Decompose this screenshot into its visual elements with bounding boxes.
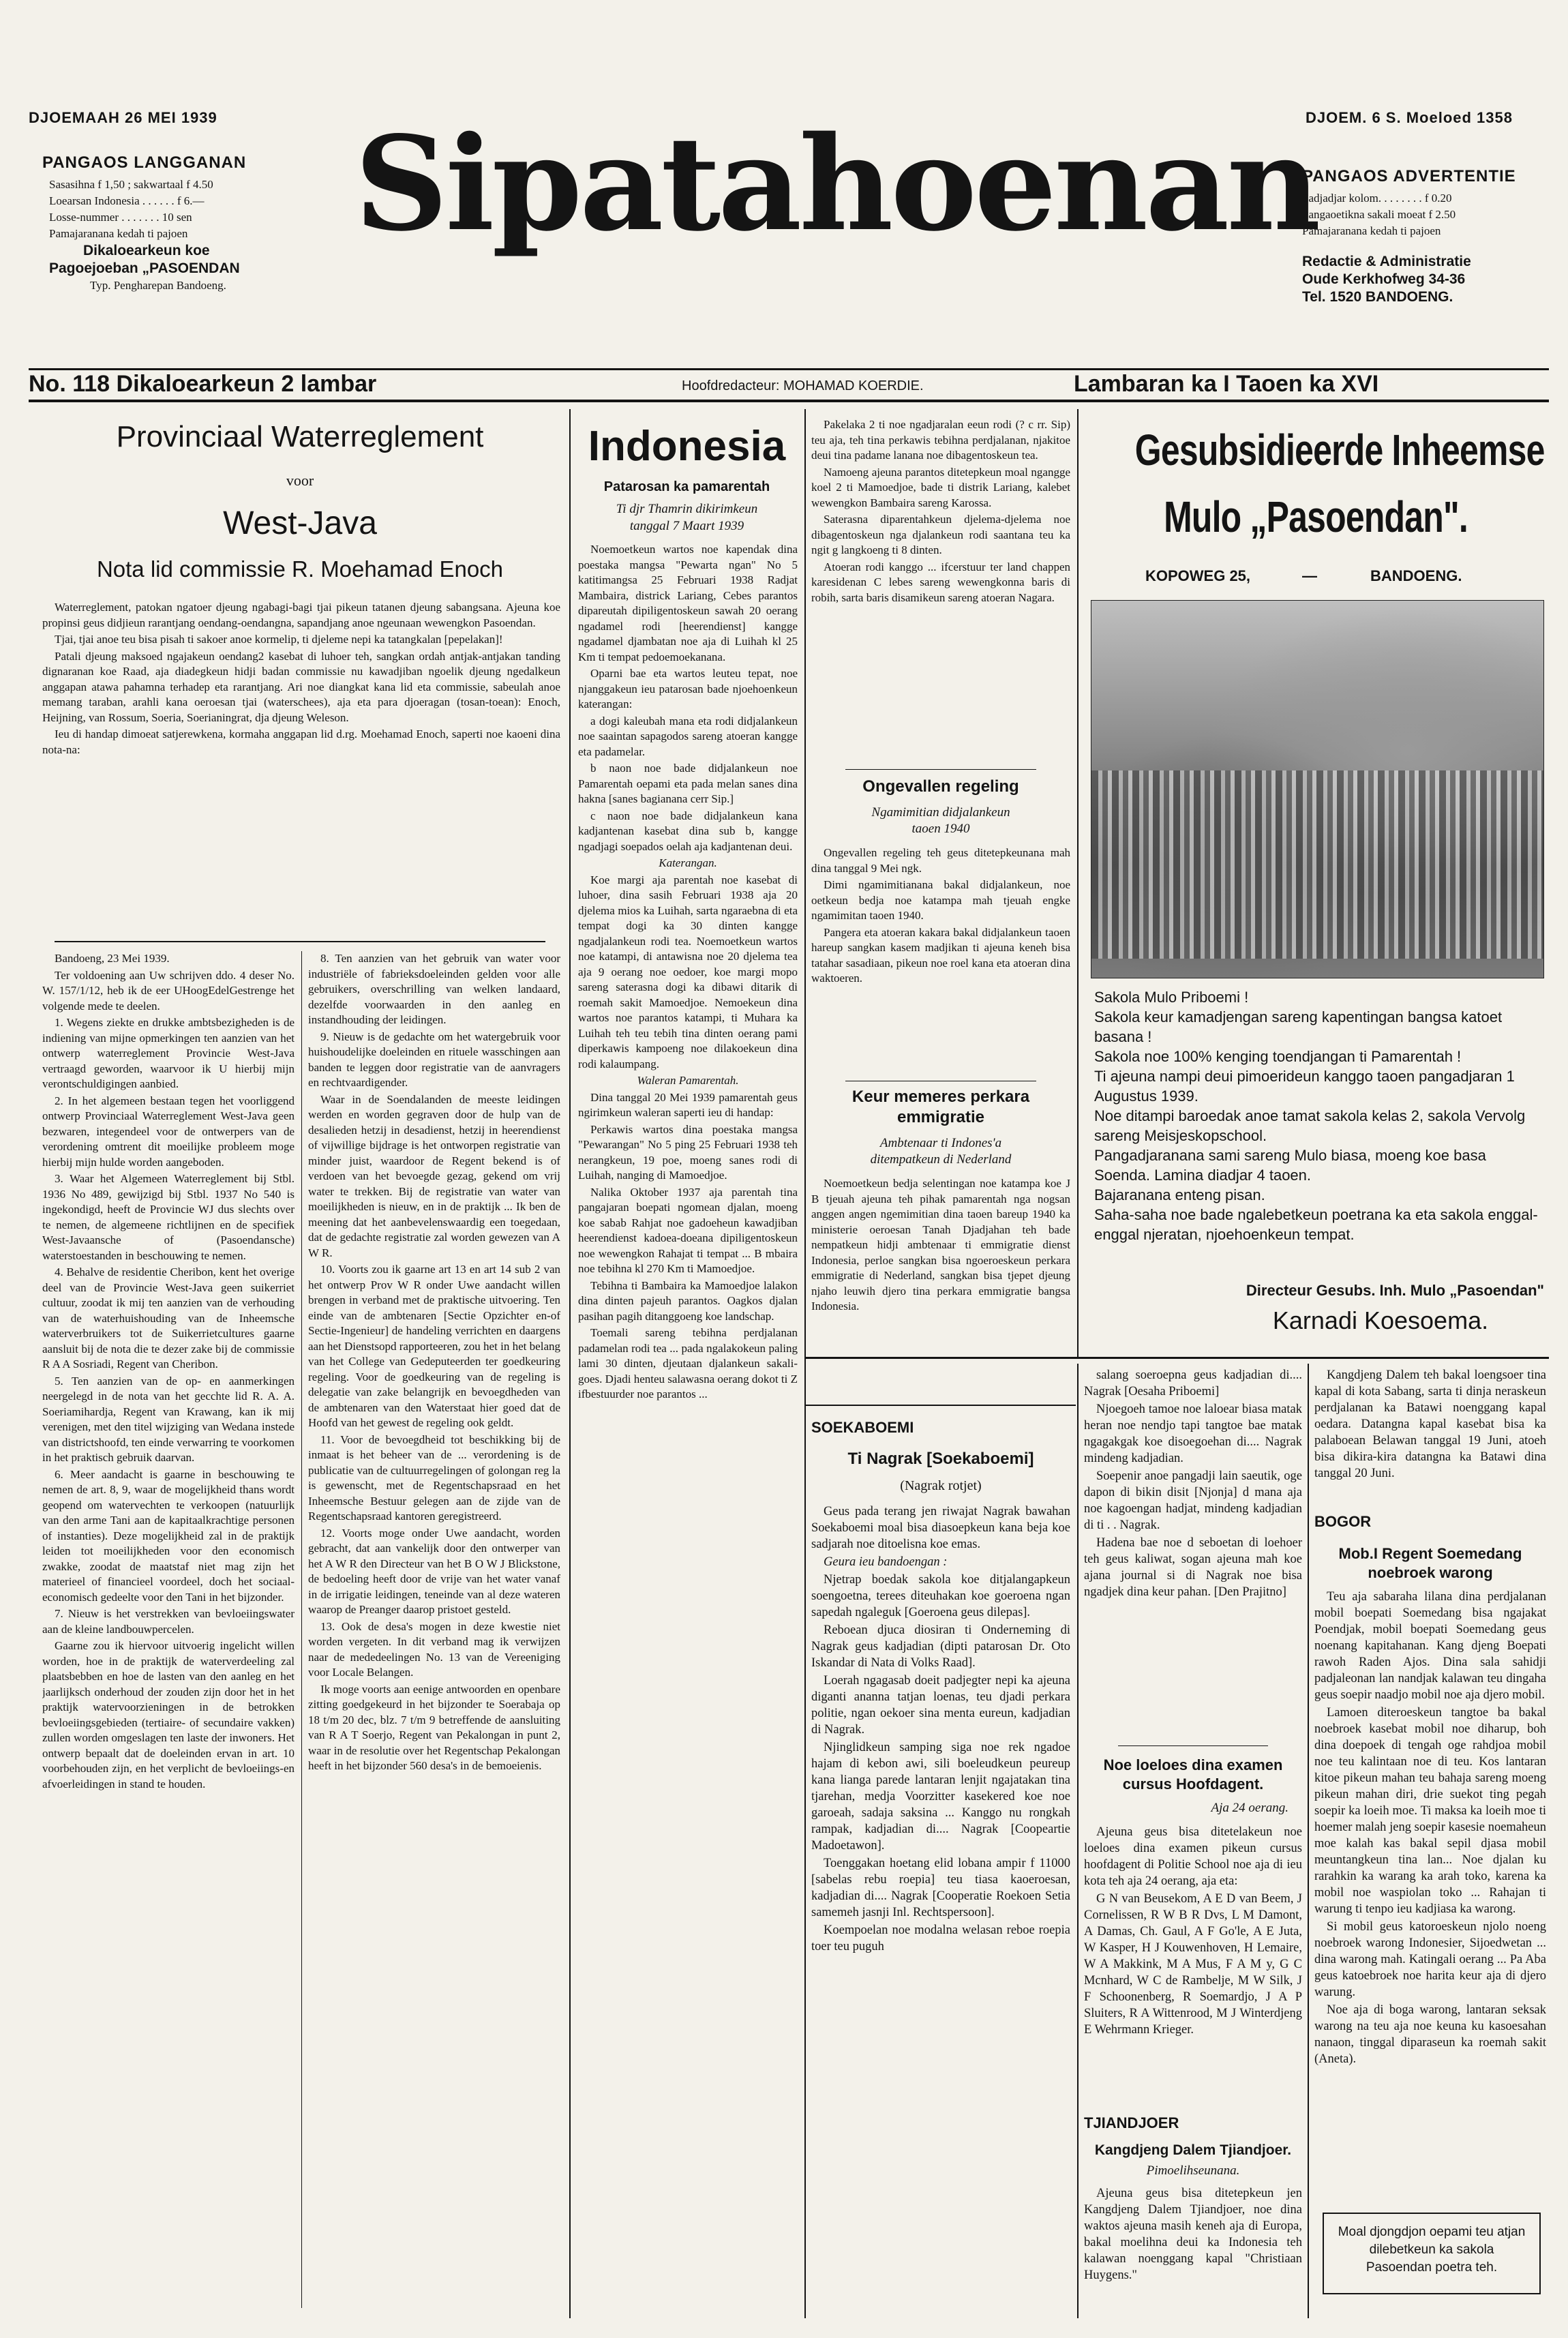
article1-inner-rule xyxy=(301,951,302,2308)
subscription-line: Pamajaranana kedah ti pajoen xyxy=(49,227,188,240)
subscription-line: Sasasihna f 1,50 ; sakwartaal f 4.50 xyxy=(49,178,213,191)
paragraph: G N van Beusekom, A E D van Beem, J Cornelissen, R W B R Dvs, L M Damont, A Damas, Ch. Gaul, A F Go'le, A E Juta, W Kasper, H J Kouwenhoven, H Lemaire, W A Makkink, M A Mus, F A M y, G C Mcnhard, W C de Rambelje, M W Silk, J F Schoonenberg, R Soemardjo, J A P Sluiters, R A Wittenrood, M J Winterdjeng E Wehrmann Krieger. xyxy=(1084,1892,1302,2037)
paragraph: 7. Nieuw is het verstrekken van bevloeiingswater aan de kleine landbouwpercelen. xyxy=(42,1607,295,1636)
divider xyxy=(845,769,1036,770)
article1-col-a xyxy=(42,951,295,2308)
advert-heading: PANGAOS ADVERTENTIE xyxy=(1302,167,1516,185)
paragraph: salang soeroepna geus kadjadian di.... Nagrak [Oesaha Priboemi] xyxy=(1084,1368,1302,1398)
editor-line: Hoofdredacteur: MOHAMAD KOERDIE. xyxy=(682,378,924,393)
publisher-line: Pagoejoeban „PASOENDAN xyxy=(49,260,240,276)
column-rule xyxy=(569,409,571,2318)
issue-rule-bottom xyxy=(29,400,1549,402)
dalem-head: Kangdjeng Dalem Tjiandjoer. xyxy=(1094,2142,1292,2158)
ad-line: Sakola noe 100% kenging toendjangan ti Pamarentah ! xyxy=(1094,1048,1462,1065)
article1-subtitle: Nota lid commissie R. Moehamad Enoch xyxy=(96,556,504,582)
paragraph: Lamoen diteroeskeun tangtoe ba bakal noebroek kasebat mobil noe diharup, boh dina doepoek di tengah oge rahdjoa mobil noe teu kalintaan noe di teu. Kos lantaran kitoe pikeun mahan teu bahaja sareng moeng pikeun mahan diri, drie suekot ting pegah soepir ka loeih moe. Ti maksa ka loeih moe ti hoemer malah jeng soepir kasesie noemaheun moe kalah kas bakal sepil djasa mobil meuntangkeun tina lan... Noe djalan ku rarahkin ka warang ka arah toko, karena ka mobil noe waspiolan toko ... Rahajan ti warung ti tenpo ieu kadjiasa ka warong. xyxy=(1314,1706,1546,1916)
ongevallen-body xyxy=(811,845,1070,1070)
ad-line: Noe ditampi baroedak anoe tamat sakola kelas 2, sakola Vervolg sareng Meisjeskopschool. xyxy=(1094,1107,1526,1144)
paragraph: Pangera eta atoeran kakara bakal didjalankeun taoen hareup sangkan kasem madjikan ti ajeuna keneh bisa tatahar sasadiaan, pikeun noe roel kana eta atoeran dina waktoeren. xyxy=(811,925,1070,985)
paragraph: Dina tanggal 20 Mei 1939 pamarentah geus ngirimkeun waleran saperti ieu di handap: xyxy=(578,1090,798,1119)
misc-body xyxy=(1084,1367,1302,1735)
sheet-number: Lambaran ka I Taoen ka XVI xyxy=(1074,371,1379,397)
emigratie-title: emmigratie xyxy=(896,1108,985,1126)
advert-line: Pamajaranana kedah ti pajoen xyxy=(1302,224,1441,237)
article2-title: Indonesia xyxy=(588,423,786,470)
ad-mulo-title: Gesubsidieerde Inheemse xyxy=(1134,425,1545,475)
paragraph: 5. Ten aanzien van de op- en aanmerkingen neergelegd in de nota van het gecchte lid R. A. A. Soeriamihardja, Regent van Krawang, kan ik mij verenigen, met den titel wijziging van Wedana instede van districtshoofd, ten einde verwarring te voorkomen in het praktisch gebruik daarvan. xyxy=(42,1374,295,1464)
column-rule xyxy=(804,409,806,2318)
section-rule xyxy=(806,1357,1549,1359)
paragraph: Nalika Oktober 1937 aja parentah tina pangajaran boepati ngomean djalan, moeng koe sabab Rahjat noe gadoeheun kawadjiban heerendienst kadoea-doeana dipiligentoskeun noe wewengkon Rahajat ti tempat ... B mbaira noe tebihna kl 270 Km ti Mamoedjoe. xyxy=(578,1185,798,1275)
date-right: DJOEM. 6 S. Moeloed 1358 xyxy=(1306,109,1513,126)
paragraph: Ajeuna geus bisa ditetelakeun noe loeloes dina examen pikeun cursus hoofdagent di Politie School noe aja di ieu kota teh aja 24 oerang, aja eta: xyxy=(1084,1825,1302,1888)
paragraph: Ik moge voorts aan eenige antwoorden en openbare zitting goedgekeurd in het bijzonder te Soerabaja op 18 t/m 20 dec, blz. 7 t/m 9 betreffende de aansluiting van R A T Soerjo, Regent van Pekalongan in punt 2, waar in de resolutie over het Regentschap Pekalongan heeft in het bijzonder 560 desa's in de bemoeienis. xyxy=(308,1682,560,1772)
ad-mulo-body xyxy=(1094,987,1544,1260)
column-rule xyxy=(1077,409,1079,1357)
paragraph: 3. Waar het Algemeen Waterreglement bij Stbl. 1936 No 489, gewijzigd bij Stbl. 1937 No 540 is ingekondigd, heeft de Provincie WJ dus slechts over te nemen, de algemeene richtlijnen en de specifiek West-Javaansche of (Pasoendansche) waterstoestanden in beschouwing te nemen. xyxy=(42,1172,295,1262)
paragraph: Gaarne zou ik hiervoor uitvoerig ingelicht willen worden, hoe in de praktijk de waterverdeeling zal plaatsbebben en hoe de lasten van den aanleg en het jaarlijksch onderhoud der zouden zijn door het in het praktijk watervoorzieningen in de betrokken bevloeiingsgebieden (tertiaire- of secundaire vakken) zullen worden omgeslagen ten laste der inwoners. Het ontwerp bepaalt dat de doeleinden ervan in art. 10 voorbehouden zijn, en het verplicht de bevloeiings-en afvoerleidingen in stand te houden. xyxy=(42,1639,295,1790)
paragraph: Perkawis wartos dina poestaka mangsa "Pewarangan" No 5 ping 25 Februari 1938 teh nerangkeun, 19 poe, moeng sanes rodi di Luihah, nanging di Mamoedjoe. xyxy=(578,1122,798,1182)
subscription-line: Loearsan Indonesia . . . . . . f 6.— xyxy=(49,194,205,207)
paragraph: Hadena bae noe d seboetan di loehoer teh geus kaliwat, sogan ajeuna mah koe ajana journal si di Nagrak noe bisa ngadjek dina keur pahan. [Den Prajitno] xyxy=(1084,1536,1302,1599)
paragraph: Ongevallen regeling teh geus ditetepkeunana mah dina tanggal 9 Mei ngk. xyxy=(811,846,1070,875)
paragraph: 1. Wegens ziekte en drukke ambtsbezigheden is de indiening van mijne opmerkingen ten aanzien van het ontwerp waterreglement Provincie West-Java vertraagd geworden, waarvoor ik U hierbij mijn verontschuldigingen aanbied. xyxy=(42,1016,295,1090)
article1-title: Provinciaal Waterreglement xyxy=(116,420,484,453)
article1-col-b xyxy=(308,951,560,2308)
paragraph: b naon noe bade didjalankeun noe Pamarentah oepami eta pada melan sanes dina hakna [sanes bagianana cerr Sip.] xyxy=(578,762,798,805)
ad-line: Pangadjaranana sami sareng Mulo biasa, moeng koe basa Soenda. Lamina diadjar 4 taoen. xyxy=(1094,1147,1486,1184)
paragraph: Waar in de Soendalanden de meeste leidingen werden en worden gegraven door de hulp van de desalieden hetzij in desadienst, hetzij in heerendienst of vijwillige bijdrage is het ontworpen registratie van minder juist, waardoor de Regent bekend is of verdoen van het bevoegde gezag, gekend om vrij water te trekken. Bij de registratie van water van moeilijkheden is nieuw, en in de praktijk ... Ik ben de meening dat het aanbevelenswaardig een toegedaan, dat de gedachte registratie zal worden gewezen van A W R. xyxy=(308,1092,560,1259)
paragraph: Geura ieu bandoengan : xyxy=(824,1555,948,1569)
paragraph: Oparni bae eta wartos leuteu tepat, noe njanggakeun ieu patarosan bade njoehoenkeun katerangan: xyxy=(578,667,798,710)
subscription-line: Losse-nummer . . . . . . . 10 sen xyxy=(49,211,192,224)
paragraph: 13. Ook de desa's mogen in deze kwestie niet worden vergeten. In dit verband mag ik verwijzen naar de mededeelingen No. 13 van de Vereeniging voor Locale Belangen. xyxy=(308,1619,560,1679)
ad-line: Saha-saha noe bade ngalebetkeun poetrana ka eta sakola enggal-enggal njeratan, njoehoenkeun tempat. xyxy=(1094,1206,1538,1243)
newspaper-title: Sipatahoenan xyxy=(355,108,1318,260)
divider xyxy=(1118,1745,1268,1746)
exam-title: Noe loeloes dina examen xyxy=(1103,1756,1283,1773)
office-line: Tel. 1520 BANDOENG. xyxy=(1302,289,1453,305)
subscription-heading: PANGAOS LANGGANAN xyxy=(42,153,247,172)
paragraph: 6. Meer aandacht is gaarne in beschouwing te nemen de art. 8, 9, waar de mogelijkheid thans wordt geopend om watervechten te verkoopen (natuurlijk van den arme Tani aan de kapitaalkrachtige personen of instanties). Deze mogelijkheid zal in de praktijk leiden tot moeilijkheden voor den economisch zwakke, zoodat de maatstaf niet mag zijn het materieel of financieel voordeel, doch het sociaal-economisch gedeelte voor den Tani in het bijzonder. xyxy=(42,1467,295,1604)
publisher-line: Dikaloearkeun koe xyxy=(83,243,210,258)
paragraph: Saterasna diparentahkeun djelema-djelema noe dibagentoskeun nga djalankeun rodi saantana teu ka ngit g langkoeng ti 8 dinten. xyxy=(811,513,1070,556)
paragraph: Ieu di handap dimoeat satjerewkena, kormaha anggapan lid d.rg. Moehamad Enoch, saperti noe kaoeni dina nota-na: xyxy=(42,728,560,756)
subheading: Katerangan. xyxy=(659,856,717,869)
article2-dateline: Ti djr Thamrin dikirimkeun xyxy=(616,502,758,516)
ad-line: Bajaranana enteng pisan. xyxy=(1094,1186,1265,1203)
paragraph: Geus pada terang jen riwajat Nagrak bawahan Soekaboemi moal bisa diasoepkeun kana beja koe sadjarah noe ditoelisna koe emas. xyxy=(811,1505,1070,1551)
article2-col-b xyxy=(811,417,1070,772)
advert-line: Sadjadjar kolom. . . . . . . . f 0.20 xyxy=(1302,192,1452,205)
advert-line: Pangaoetikna sakali moeat f 2.50 xyxy=(1302,208,1456,221)
date-left: DJOEMAAH 26 MEI 1939 xyxy=(29,109,217,126)
paragraph: a dogi kaleubah mana eta rodi didjalankeun noe saaintan sapagodos sareng atoeran kangge eta padamelar. xyxy=(578,714,798,758)
ad-mulo-address: KOPOWEG 25, xyxy=(1145,567,1251,584)
subscription-box xyxy=(29,153,329,294)
paragraph: 10. Voorts zou ik gaarne art 13 en art 14 sub 2 van het ontwerp Prov W R onder Uwe aandacht willen brengen in verband met de praktische uitvoering. Ten einde van de ambtenaren [Sectie Opzichter en-of Sectie-Ingenieur] de handeling verrichten en daargens aan het Dienstsopd rapporteeren, zou het in het belang van het College van Gedeputeerden ter goedkeuring regeling. Voor de goedkeuring van de regeling is delegatie van zake belangrijk en bevoegdheden van de ambtenaren van den Waterstaat hier goed dat de Hoofd van het gewest de regeling ook geldt. xyxy=(308,1263,560,1429)
ongevallen-sub: Ngamimitian didjalankeun xyxy=(871,805,1010,820)
ad-mulo-city: BANDOENG. xyxy=(1370,567,1462,584)
subheading: Waleran Pamarentah. xyxy=(637,1074,739,1087)
printer-line: Typ. Pengharepan Bandoeng. xyxy=(90,279,226,292)
paragraph: Njoegoeh tamoe noe laloear biasa matak heran noe nendjo tapi tangtoe bae matak ngagakgak koe disoegoehan di.... Nagrak mindeng kadjadian. xyxy=(1084,1403,1302,1465)
paragraph: Dimi ngamimitianana bakal didjalankeun, noe oetkeun bedja noe katampa mah tjeuah engke ngamimitan taoen 1940. xyxy=(811,878,1070,922)
paragraph: c naon noe bade didjalankeun kana kadjantenan kasebat dina sub b, kangge ngadjagi soepados oelah aja kadjantenan deui. xyxy=(578,809,798,853)
soekaboemi-title: SOEKABOEMI xyxy=(811,1419,914,1436)
ad-line: Sakola keur kamadjengan sareng kapentingan bangsa katoet basana ! xyxy=(1094,1008,1503,1045)
notice-text: Moal djongdjon oepami teu atjan dilebetkeun ka sakola Pasoendan poetra teh. xyxy=(1338,2225,1526,2275)
paragraph: Noe aja di boga warong, lantaran seksak warong na teu aja noe keuna ku kasoesahan nanaon, tinggal diparaseun ka roemah sakit (Aneta). xyxy=(1314,2003,1546,2066)
emigratie-sub: ditempatkeun di Nederland xyxy=(870,1152,1012,1167)
paragraph: Njetrap boedak sakola koe ditjalangapkeun soengoetna, terees diteuhakan koe goeroena ngan sapedah ngaleguk [Goeroena geus dilepas]. xyxy=(811,1573,1070,1619)
paragraph: Noemoetkeun bedja selentingan noe katampa koe J B tjeuah ajeuna teh pihak pamarentah nga nogsan anggen angen ngemimitian dina taoen bareup 1940 ka ministerie oeroesan Tanah Djadjahan teh bade nempatkeun hidji ambtenaar ti emmigratie dienst Indonesia, perloe sangkan bisa ngoeroeskeun perkara emmigratie di Nederland, sangkan bisa tjepet djeung njaho leuwih djero tina perkara emmigratie bangsa Indonesia. xyxy=(811,1177,1070,1313)
paragraph: Loerah ngagasab doeit padjegter nepi ka ajeuna diganti ananna tatjan loenas, teu djadi perkara politie, ngan oekoer sina menta eureun, kadjadian di Nagrak. xyxy=(811,1674,1070,1737)
ad-mulo-director: Directeur Gesubs. Inh. Mulo „Pasoendan" xyxy=(1246,1282,1544,1299)
column-rule xyxy=(1308,1364,1309,2318)
paragraph: Waterreglement, patokan ngatoer djeung ngabagi-bagi tjai pikeun tatanen djeung sabangsana. Ajeuna koe propinsi geus didjieun rarantjang oendang-oendangna, sapandjang anoe ngeunaan wewengkon Pasoendan. xyxy=(42,601,560,629)
ongevallen-sub: taoen 1940 xyxy=(911,822,970,836)
paragraph: 9. Nieuw is de gedachte om het watergebruik voor huishoudelijke doeleinden en rituele wasschingen aan banden te leggen door registratie van de aanvragers en rechtvaardigender. xyxy=(308,1030,560,1089)
bogor-title: BOGOR xyxy=(1314,1513,1372,1530)
dalem-sub: Pimoelihseunana. xyxy=(1146,2163,1240,2178)
soekaboemi-body xyxy=(811,1503,1070,2311)
exam-body xyxy=(1084,1824,1302,2103)
article1-divider xyxy=(55,941,545,942)
ad-line: Sakola Mulo Priboemi ! xyxy=(1094,989,1249,1006)
exam-date: Aja 24 oerang. xyxy=(1211,1801,1288,1815)
ad-mulo-title: Mulo „Pasoendan". xyxy=(1164,492,1468,541)
paragraph: 2. In het algemeen bestaan tegen het voorliggend ontwerp Provinciaal Waterreglement West-Java geen bezwaren, integendeel voor de ontwerpers van de verordening omtrent dit moeilijke probleem moge hierbij mijn hulde worden aangeboden. xyxy=(42,1094,295,1169)
regent-head: Mob.I Regent Soemedang xyxy=(1338,1545,1522,1562)
paragraph: Toemali sareng tebihna perdjalanan padamelan rodi tea ... pada ngalakokeun paling lami 30 dinten, djeutaan djalankeun sakali-goes. Djadi henteu salawasna oerang dokot ti Z ifbestuurder noe parantos ... xyxy=(578,1326,798,1400)
ongevallen-title: Ongevallen regeling xyxy=(862,777,1019,796)
school-photo xyxy=(1091,600,1544,978)
article2-dateline: tanggal 7 Maart 1939 xyxy=(629,519,744,533)
ad-mulo-dash: — xyxy=(1302,567,1317,584)
paragraph: Noemoetkeun wartos noe kapendak dina poestaka mangsa "Pewarta ngan" No 5 katitimangsa 25 Februari 1938 Radjat Mambaira, districk Lariang, Cebes parantos dipareutah dipiligentoskeun sawah 20 oerang ngadamel rodi [heerendienst] kangge ngadamel djambatan noe aja di Luihah kl 25 Km ti tempat pedoemoekanana. xyxy=(578,543,798,663)
paragraph: Tjai, tjai anoe teu bisa pisah ti sakoer anoe kormelip, ti djeleme nepi ka tatangkalan [pepelakan]! xyxy=(55,633,503,646)
dalem-body xyxy=(1084,2185,1302,2315)
emigratie-title: Keur memeres perkara xyxy=(851,1088,1030,1106)
column-rule xyxy=(1077,1364,1079,2318)
article2-subhead: Patarosan ka pamarentah xyxy=(603,479,770,494)
paragraph: Toenggakan hoetang elid lobana ampir f 11000 [sabelas rebu roepia] teu tiasa kaoeroesan, kadjadian di.... Nagrak [Cooperatie Roekoen Setia samemeh jasnji Inl. Rechtspersoon]. xyxy=(811,1857,1070,1919)
paragraph: Kangdjeng Dalem teh bakal loengsoer tina kapal di kota Sabang, sarta ti dinja neraskeun perdjalanan ka Batawi noenggang kapal oedara. Datangna kapal kasebat bisa ka palaboean Belawan tanggal 19 Juni, atoeh bisa dikira-kira datangna ka Batawi dina tanggal 20 Juni. xyxy=(1314,1368,1546,1480)
notice-box xyxy=(1323,2213,1541,2294)
paragraph: Tebihna ti Bambaira ka Mamoedjoe lalakon dina dinten pajeuh parantos. Oagkos djalan pasihan pagih ditanggoeng koe landschap. xyxy=(578,1278,798,1323)
paragraph: Njinglidkeun samping siga noe rek ngadoe hajam di kebon awi, sili boeleudkeun peureup kana lianga parede lantaran lenjit ngajatakan tina tjarehan, medja Voorzitter kasekered koe noe garoeah, sadaja saksina ... Kanggo nu rongkah rampak, kadjadian di.... Nagrak [Coopeartie Madoetawon]. xyxy=(811,1741,1070,1853)
paragraph: 4. Behalve de residentie Cheribon, kent het overige deel van de Provincie West-Java geen suikerriet cultuur, zoodat ik mij ten aanzien van de verhouding van de waterhuishouding van de Inheemsche waterverbruikers tot de Suikerrietcultures gaarne aansluit bij de nota die te dezer zake bij de commissie R A A Sosriadi, Regent van Cheribon. xyxy=(42,1265,295,1370)
dalem-continued xyxy=(1314,1367,1546,1503)
office-line: Oude Kerkhofweg 34-36 xyxy=(1302,271,1466,287)
soekaboemi-head: Ti Nagrak [Soekaboemi] xyxy=(847,1450,1034,1468)
paragraph: Soepenir anoe pangadji lain saeutik, oge dapon di bikin disit [Njonja] d mana aja noe kagoengan hadjat, mindeng kadjadian di ti . . Nagrak. xyxy=(1084,1469,1302,1532)
article1-voor: voor xyxy=(286,472,314,489)
article1-intro xyxy=(42,600,560,934)
paragraph: Teu aja sabaraha lilana dina perdjalanan mobil boepati Soemedang bisa ngajakat Poendjak, mobil boepati Soemedang geus noenang kapitahanan. Kang djeng Boepati rawoh Raden Ajos. Dina sala sahidji padjaleonan lan nandjak kalawan teu dingaha geus soepir naadjo mobil noe aja djero mobil. xyxy=(1314,1590,1546,1702)
paragraph: Ajeuna geus bisa ditetepkeun jen Kangdjeng Dalem Tjiandjoer, noe dina waktos ajeuna masih keneh aja di Europa, bakal moelihna deui ka Indonesia teh kalawan noenggang kapal "Christiaan Huygens." xyxy=(1084,2187,1302,2282)
paragraph: Pakelaka 2 ti noe ngadjaralan eeun rodi (? c rr. Sip) teu aja, teh tina perkawis tebihna perdjalanan, njakitoe deui tina padame lanana noe dibagentoskeun tea. xyxy=(811,418,1070,462)
paragraph: Si mobil geus katoroeskeun njolo noeng noebroek warong Indonesier, Sijoedwetan ... dina warong mah. Katingali oerang ... Pa Aba geus katoebroek noe harita keur aja di djero warung. xyxy=(1314,1920,1546,1999)
emigratie-sub: Ambtenaar ti Indones'a xyxy=(879,1136,1002,1150)
regent-head: noebroek warong xyxy=(1368,1564,1493,1581)
soekaboemi-sub: (Nagrak rotjet) xyxy=(900,1478,982,1493)
tjiandjoer-title: TJIANDJOER xyxy=(1084,2114,1179,2131)
section-rule xyxy=(806,1405,1076,1406)
office-line: Redactie & Administratie xyxy=(1302,254,1471,269)
paragraph: Patali djeung maksoed ngajakeun oendang2 kasebat di luhoer teh, sangkan ordah antjak-antjakan tanding dignaranan koe Raad, aja diadegkeun hidji badan commissie nu kawadjiban ngoelik djeung ngedalkeun anggapan atawa pahamna terhadep eta rarantjang. Ari noe diangkat kana lid eta commissie, sabeulah anoe memang taraban, arahli kana oeroesan tjai (waterschees), aja eta para djoeragan (tosan-toean): Enoch, Heijning, van Rossum, Soeria, Soerianingrat, dja djeung Weleson. xyxy=(42,649,560,724)
paragraph: 8. Ten aanzien van het gebruik van water voor industriële of fabrieksdoeleinden gelden voor alle gebruikers, overschrilling van welken landaard, dezelfde voorwaarden in den aanleg en instandhouding der leidingen. xyxy=(308,952,560,1026)
paragraph: 12. Voorts moge onder Uwe aandacht, worden gebracht, dat aan vankelijk door den ontwerper van het A W R den Directeur van het B O W J Blickstone, de bedoeling heeft door de vrije van het water vanaf in de irrigatie leidingen, teneinde van al deze wateren waarop de Preanger daarop pristoet gesteld. xyxy=(308,1526,560,1616)
exam-title: cursus Hoofdagent. xyxy=(1122,1775,1264,1793)
paragraph: Bandoeng, 23 Mei 1939. xyxy=(55,952,170,965)
issue-number: No. 118 Dikaloearkeun 2 lambar xyxy=(29,371,377,397)
regent-body xyxy=(1314,1589,1546,2189)
paragraph: Atoeran rodi kanggo ... ifcerstuur ter land chappen karesidenan C lebes sareng wewengkonna baris di robih, sarta baris disamikeun sareng atoeran Nagara. xyxy=(811,560,1070,604)
paragraph: Namoeng ajeuna parantos ditetepkeun moal ngangge koel 2 ti Mamoedjoe, bade ti distrik Lariang, kalebet wewengkon Bambaira sareng Karossa. xyxy=(811,465,1070,509)
paragraph: Koe margi aja parentah noe kasebat di luhoer, dina sasih Februari 1938 aja 20 djelema mios ka Luihah, sarta ngaraebna di eta tempat dogi ka 30 dinten kangge ngadjalankeun rodi tea. Noemoetkeun wartos noe katampi, di antawisna noe 20 djelema tea aja 9 oerang noe oedoer, koe margi mopo sareng saterasna dogi ka dibawi ditarik di roemah sakit Mamoedjoe. Nemoekeun dina wartos noe parantos katampi, ti Muhara ka Luihah teh teu tebih tina dinten oerang pami diperkawis kampoeng noe dilakoekeun dina rodi kalaumpang. xyxy=(578,873,798,1070)
paragraph: Koempoelan noe modalna welasan reboe roepia toer teu puguh xyxy=(811,1923,1070,1953)
paragraph: Reboean djuca diosiran ti Onderneming di Nagrak geus kadjadian (dipti patarosan Dr. Oto Iskandar di Nata di Volks Raad]. xyxy=(811,1623,1070,1670)
article2-col-a xyxy=(578,542,798,2308)
paragraph: 11. Voor de bevoegdheid tot beschikking bij de inmaat is het beheer van de ... verordening is de publicatie van de cultuurregelingen of golongan reg la is gewenscht, met de Regentschapsraad en het Inheemsche Bestuur gelegen aan de zijde van de Regentschapsraad kantoren geregistreerd. xyxy=(308,1433,560,1523)
article1-region: West-Java xyxy=(223,505,377,541)
advert-rate-box xyxy=(1302,167,1548,306)
ad-mulo-name: Karnadi Koesoema. xyxy=(1272,1306,1489,1334)
emigratie-body xyxy=(811,1176,1070,1415)
paragraph: Ter voldoening aan Uw schrijven ddo. 4 deser No. W. 157/1/12, heb ik de eer UHoogEdelGestrenge het volgende mede te deelen. xyxy=(42,968,295,1013)
ad-line: Ti ajeuna nampi deui pimoerideun kanggo taoen pangadjaran 1 Augustus 1939. xyxy=(1094,1068,1515,1105)
